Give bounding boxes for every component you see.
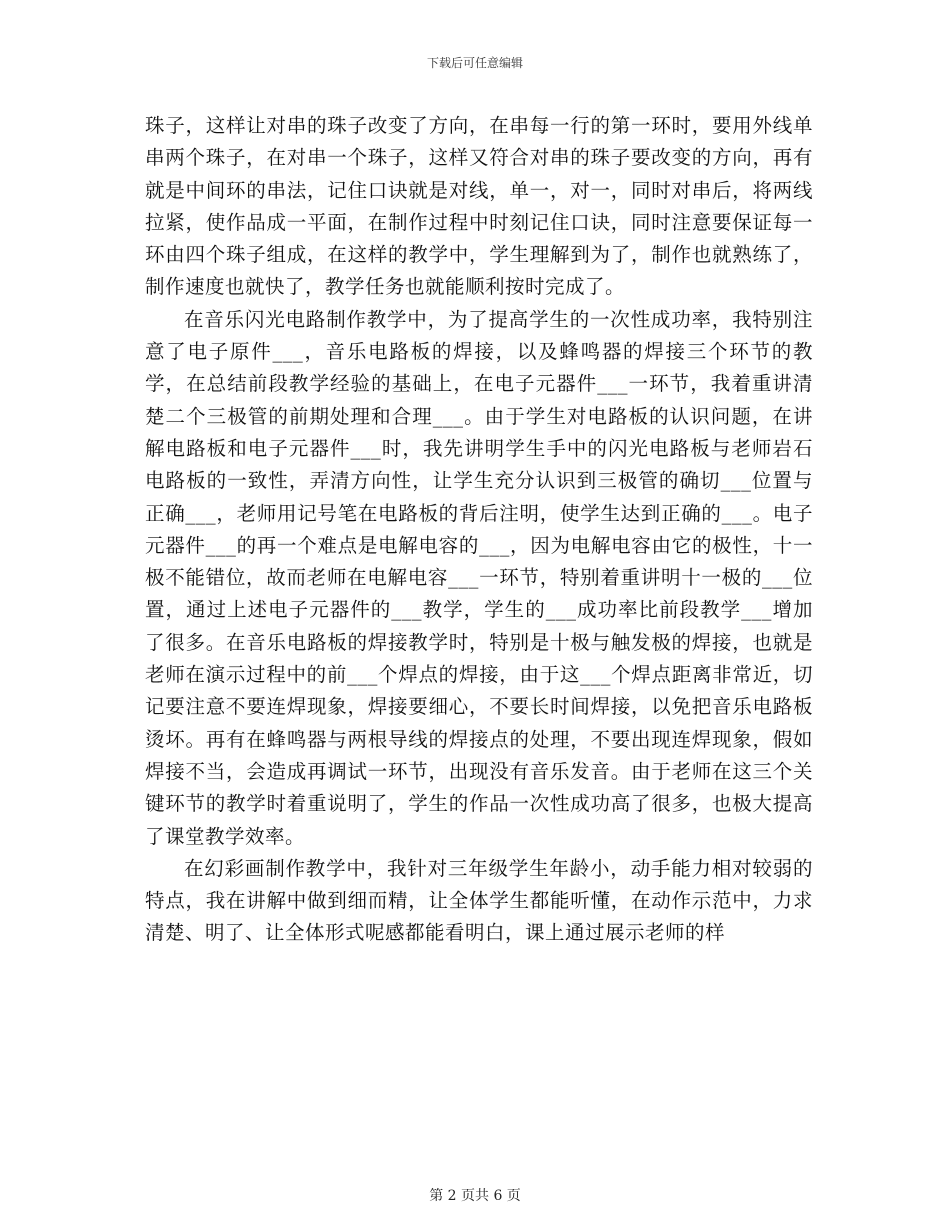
paragraph-2: 在音乐闪光电路制作教学中，为了提高学生的一次性成功率，我特别注意了电子原件___，音乐电路板的焊接，以及蜂鸣器的焊接三个环节的教学，在总结前段教学经验的基础上，在电子元器件___一环节，我着重讲清楚二个三极管的前期处理和合理___。由于学生对电路板的认识问题，在讲解电路板和电子元器件___时，我先讲明学生手中的闪光电路板与老师岩石电路板的一致性，弄清方向性，让学生充分认识到三极管的确切___位置与正确___，老师用记号笔在电路板的背后注明，使学生达到正确的___。电子元器件___的再一个难点是电解电容的___，因为电解电容由它的极性，十一极不能错位，故而老师在电解电容___一环节，特别着重讲明十一极的___位置，通过上述电子元器件的___教学，学生的___成功率比前段教学___增加了很多。在音乐电路板的焊接教学时，特别是十极与触发极的焊接，也就是老师在演示过程中的前___个焊点的焊接，由于这___个焊点距离非常近，切记要注意不要连焊现象，焊接要细心，不要长时间焊接，以免把音乐电路板烫坏。再有在蜂鸣器与两根导线的焊接点的处理，不要出现连焊现象，假如焊接不当，会造成再调试一环节，出现没有音乐发音。由于老师在这三个关键环节的教学时着重说明了，学生的作品一次性成功高了很多，也极大提高了课堂教学效率。 (145, 307, 813, 848)
paragraph-3: 在幻彩画制作教学中，我针对三年级学生年龄小，动手能力相对较弱的特点，我在讲解中做到细而精，让全体学生都能听懂，在动作示范中，力求清楚、明了、让全体形式呢感都能看明白，课上通过展示老师的样 (145, 856, 813, 945)
page-number: 第 2 页共 6 页 (429, 1188, 521, 1204)
header-note: 下载后可任意编辑 (426, 56, 523, 70)
paragraph-1: 珠子，这样让对串的珠子改变了方向，在串每一行的第一环时，要用外线单串两个珠子，在对串一个珠子，这样又符合对串的珠子要改变的方向，再有就是中间环的串法，记住口诀就是对线，单一，对一，同时对串后，将两线拉紧，使作品成一平面，在制作过程中时刻记住口诀，同时注意要保证每一环由四个珠子组成，在这样的教学中，学生理解到为了，制作也就熟练了，制作速度也就快了，教学任务也就能顺利按时完成了。 (145, 114, 813, 299)
document-body (145, 110, 813, 950)
